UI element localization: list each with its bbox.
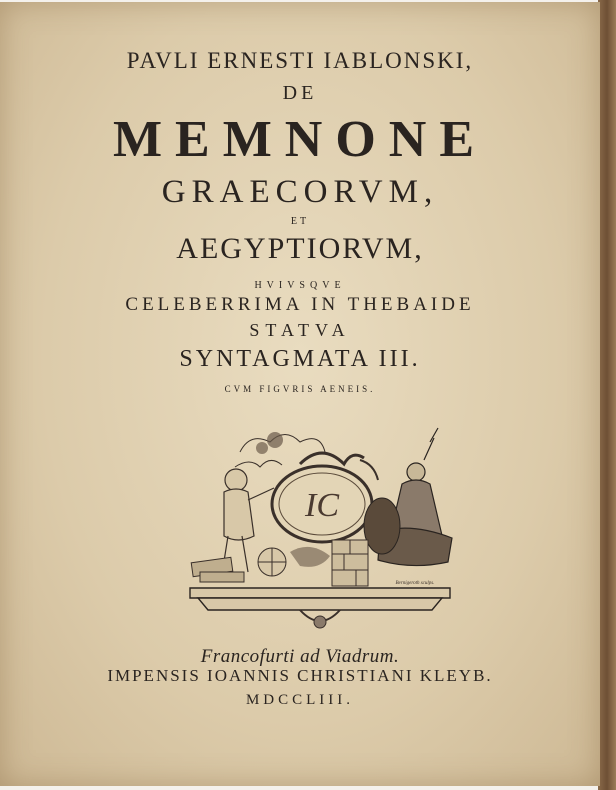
huiusque-line: HVIVSQVE bbox=[254, 280, 346, 291]
et-line: ET bbox=[290, 216, 310, 227]
cloud-foliage-top bbox=[235, 432, 325, 467]
imprint-year: MDCCLIII. bbox=[245, 692, 355, 708]
engraved-vignette bbox=[180, 422, 460, 637]
title-memnone: MEMNONE bbox=[112, 111, 488, 168]
stone-block bbox=[332, 540, 368, 586]
title-aegyptiorum: AEGYPTIORVM, bbox=[176, 232, 424, 265]
books-and-globe bbox=[191, 548, 286, 582]
syntagmata-line: SYNTAGMATA III. bbox=[179, 346, 421, 372]
title-graecorum: GRAECORVM, bbox=[161, 174, 439, 210]
book-spine bbox=[598, 0, 616, 790]
imprint-place: Francofurti ad Viadrum. bbox=[200, 646, 400, 667]
de-line: DE bbox=[282, 82, 318, 104]
author-line: PAVLI ERNESTI IABLONSKI, bbox=[126, 48, 474, 73]
cum-figuris-line: CVM FIGVRIS AENEIS. bbox=[224, 384, 376, 394]
base-plinth bbox=[190, 588, 450, 610]
celeberrima-line: CELEBERRIMA IN THEBAIDE bbox=[125, 294, 475, 315]
statua-line: STATVA bbox=[249, 320, 351, 340]
engraver-signature: Bernigeroth sculps. bbox=[395, 581, 435, 586]
cartouche-monogram: IC bbox=[305, 487, 339, 524]
title-page bbox=[0, 2, 600, 786]
imprint-publisher: IMPENSIS IOANNIS CHRISTIANI KLEYB. bbox=[107, 666, 493, 685]
